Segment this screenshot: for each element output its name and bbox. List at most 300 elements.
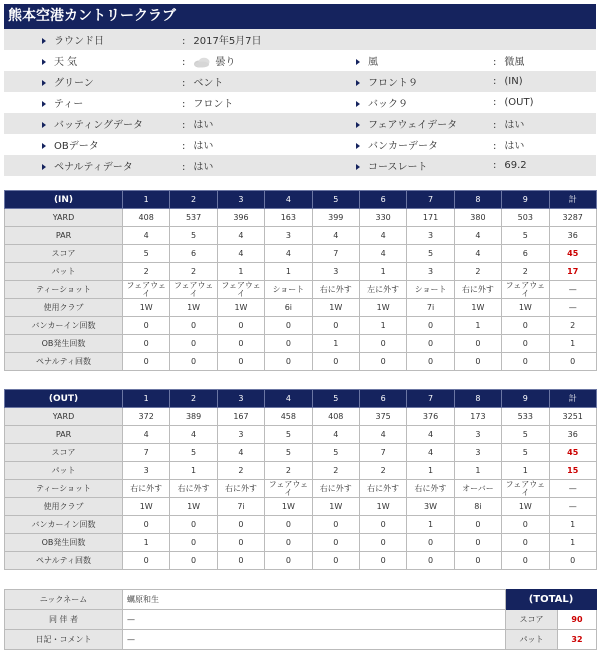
cell: 右に外す	[312, 281, 359, 299]
cell: 0	[265, 317, 312, 335]
cell: 2	[502, 263, 549, 281]
total-cell: 1	[549, 534, 596, 552]
arrow-right-icon	[42, 164, 46, 170]
cell: 0	[502, 552, 549, 570]
cell: 1	[502, 462, 549, 480]
row-label: ティーショット	[5, 480, 123, 498]
cell: 1	[265, 263, 312, 281]
total-cell: 36	[549, 426, 596, 444]
info-value	[493, 71, 596, 92]
cell: フェアウェイ	[170, 281, 217, 299]
cell: 0	[217, 534, 264, 552]
cell: 4	[407, 426, 454, 444]
info-value-text: (OUT)	[504, 97, 534, 108]
cell: 0	[217, 516, 264, 534]
arrow-right-icon	[356, 122, 360, 128]
cell: 0	[407, 353, 454, 371]
total-cell: —	[549, 281, 596, 299]
info-label-text: フェアウェイデータ	[368, 120, 458, 131]
cell: 0	[502, 335, 549, 353]
companion-value: —	[123, 610, 506, 630]
hole-number: 5	[312, 390, 359, 408]
total-cell: 0	[549, 552, 596, 570]
cell: 3	[407, 227, 454, 245]
cell: 4	[359, 227, 406, 245]
cell: 1W	[312, 299, 359, 317]
colon: :	[182, 162, 186, 173]
cell: 167	[217, 408, 264, 426]
info-label-text: バッティングデータ	[54, 120, 143, 131]
cell: 6	[170, 245, 217, 263]
cell: 0	[359, 335, 406, 353]
cell: 0	[312, 317, 359, 335]
cell: 0	[359, 552, 406, 570]
cell: 380	[454, 209, 501, 227]
cell: フェアウェイ	[502, 281, 549, 299]
score-row	[5, 245, 597, 263]
cell: 1	[454, 317, 501, 335]
cell: ショート	[407, 281, 454, 299]
hole-number: 4	[265, 390, 312, 408]
total-cell: 3287	[549, 209, 596, 227]
cell: 5	[312, 444, 359, 462]
companion-label: 同 伴 者	[5, 610, 123, 630]
cell: 4	[170, 426, 217, 444]
cell: ショート	[265, 281, 312, 299]
info-label	[352, 155, 493, 176]
info-label-text: ラウンド日	[54, 36, 104, 47]
cell: 0	[312, 552, 359, 570]
info-value-text: 69.2	[504, 160, 527, 171]
cell: 4	[123, 227, 170, 245]
info-value-text: (IN)	[504, 76, 523, 87]
arrow-right-icon	[42, 101, 46, 107]
cell: 1	[170, 462, 217, 480]
row-label: OB発生回数	[5, 534, 123, 552]
cell: 330	[359, 209, 406, 227]
section-header: (OUT)	[5, 390, 123, 408]
cell: 1W	[502, 498, 549, 516]
cell: 0	[170, 353, 217, 371]
cell: 5	[123, 245, 170, 263]
cell: フェアウェイ	[502, 480, 549, 498]
row-label: PAR	[5, 426, 123, 444]
total-cell: 45	[549, 245, 596, 263]
cell: 1W	[265, 498, 312, 516]
info-row	[4, 71, 596, 92]
putt-row	[5, 462, 597, 480]
cell: 左に外す	[359, 281, 406, 299]
comment-value: —	[123, 630, 506, 650]
cell: 2	[123, 263, 170, 281]
cell: 372	[123, 408, 170, 426]
total-header: (TOTAL)	[506, 590, 597, 610]
out-scorecard-table	[4, 389, 597, 570]
info-row	[4, 134, 596, 155]
total-cell: 36	[549, 227, 596, 245]
row-label: OB発生回数	[5, 335, 123, 353]
cell: 1W	[312, 498, 359, 516]
cell: 0	[170, 335, 217, 353]
cell: 5	[407, 245, 454, 263]
cell: 右に外す	[123, 480, 170, 498]
cell: フェアウェイ	[265, 480, 312, 498]
cell: 3	[217, 426, 264, 444]
cell: 458	[265, 408, 312, 426]
ob-row	[5, 534, 597, 552]
info-row	[4, 92, 596, 113]
cell: 0	[502, 534, 549, 552]
cell: 7i	[217, 498, 264, 516]
cell: 375	[359, 408, 406, 426]
cell: 0	[312, 353, 359, 371]
cell: 5	[502, 426, 549, 444]
cell: 1	[454, 462, 501, 480]
arrow-right-icon	[42, 59, 46, 65]
cell: 2	[217, 462, 264, 480]
info-label	[352, 29, 493, 50]
colon: :	[493, 120, 497, 131]
row-label: 使用クラブ	[5, 498, 123, 516]
hole-number: 7	[407, 390, 454, 408]
hole-number: 9	[502, 390, 549, 408]
info-value	[493, 113, 596, 134]
ob-row	[5, 335, 597, 353]
cell: 1W	[454, 299, 501, 317]
info-row	[4, 29, 596, 50]
cell: 2	[170, 263, 217, 281]
info-label-text: 天 気	[54, 57, 78, 68]
cell: 0	[170, 516, 217, 534]
arrow-right-icon	[356, 59, 360, 65]
arrow-right-icon	[42, 143, 46, 149]
cell: 5	[502, 444, 549, 462]
cell: 1	[359, 317, 406, 335]
cell: 1	[123, 534, 170, 552]
cell: 4	[123, 426, 170, 444]
cell: 5	[502, 227, 549, 245]
cell: 1	[407, 516, 454, 534]
info-row	[4, 113, 596, 134]
info-value-text: ベント	[193, 78, 224, 89]
cell: 1	[312, 335, 359, 353]
cell: 3	[265, 227, 312, 245]
info-value-text: はい	[193, 120, 214, 131]
cell: 5	[265, 426, 312, 444]
cell: 1W	[123, 299, 170, 317]
cell: 0	[407, 317, 454, 335]
cell: 8i	[454, 498, 501, 516]
cell: 5	[170, 444, 217, 462]
row-label: 使用クラブ	[5, 299, 123, 317]
info-label-text: ペナルティデータ	[54, 162, 133, 173]
cell: 503	[502, 209, 549, 227]
comment-label: 日記・コメント	[5, 630, 123, 650]
total-cell: 15	[549, 462, 596, 480]
cell: 389	[170, 408, 217, 426]
cell: 7	[312, 245, 359, 263]
total-score-label: スコア	[506, 610, 558, 630]
cell: 0	[359, 516, 406, 534]
info-label-text: コースレート	[368, 162, 428, 173]
cell: 2	[359, 462, 406, 480]
cell: 3W	[407, 498, 454, 516]
info-label-text: フロント９	[368, 78, 418, 89]
cell: 0	[123, 353, 170, 371]
info-value	[182, 50, 352, 71]
total-cell: 45	[549, 444, 596, 462]
colon: :	[182, 120, 186, 131]
hole-number: 5	[312, 191, 359, 209]
colon: :	[493, 57, 497, 68]
info-value	[182, 92, 352, 113]
cell: 0	[502, 317, 549, 335]
row-label: バンカーイン回数	[5, 317, 123, 335]
arrow-right-icon	[42, 80, 46, 86]
cell: 4	[312, 227, 359, 245]
total-cell: 1	[549, 516, 596, 534]
cell: 0	[407, 552, 454, 570]
round-summary-table	[4, 589, 597, 650]
hole-number: 4	[265, 191, 312, 209]
cell: 0	[454, 516, 501, 534]
cell: 3	[312, 263, 359, 281]
arrow-right-icon	[356, 164, 360, 170]
section-header: (IN)	[5, 191, 123, 209]
info-value-text: 微風	[504, 57, 525, 68]
putt-row	[5, 263, 597, 281]
cell: 5	[265, 444, 312, 462]
total-cell: 0	[549, 353, 596, 371]
info-label-text: OBデータ	[54, 141, 99, 152]
cell: 4	[359, 245, 406, 263]
cell: 0	[265, 552, 312, 570]
score-row	[5, 444, 597, 462]
info-label	[352, 50, 493, 71]
hole-number: 3	[217, 390, 264, 408]
total-cell: —	[549, 299, 596, 317]
colon: :	[182, 36, 186, 47]
total-cell: —	[549, 480, 596, 498]
info-value-text: フロント	[193, 99, 234, 110]
cell: 0	[265, 335, 312, 353]
info-value	[182, 71, 352, 92]
hole-number: 2	[170, 191, 217, 209]
nickname-value: 蠣原和生	[123, 590, 506, 610]
info-label	[352, 113, 493, 134]
total-cell: 2	[549, 317, 596, 335]
info-value	[182, 155, 352, 176]
arrow-right-icon	[356, 143, 360, 149]
row-label: スコア	[5, 444, 123, 462]
cell: フェアウェイ	[217, 281, 264, 299]
info-value	[493, 155, 596, 176]
cell: 0	[170, 534, 217, 552]
cell: 408	[312, 408, 359, 426]
info-value-text: はい	[504, 120, 525, 131]
cell: 5	[170, 227, 217, 245]
info-label-text: 風	[368, 57, 378, 68]
info-row	[4, 50, 596, 71]
row-label: ペナルティ回数	[5, 353, 123, 371]
cell: 0	[359, 353, 406, 371]
total-cell: —	[549, 498, 596, 516]
hole-number: 8	[454, 191, 501, 209]
cell: 0	[502, 353, 549, 371]
cell: 4	[454, 227, 501, 245]
cell: 3	[454, 426, 501, 444]
club-row	[5, 299, 597, 317]
course-title: 熊本空港カントリークラブ	[4, 4, 596, 29]
cell: 0	[454, 353, 501, 371]
info-value-text: はい	[193, 141, 214, 152]
info-label	[352, 134, 493, 155]
row-label: ティーショット	[5, 281, 123, 299]
cell: 7	[359, 444, 406, 462]
cell: 6i	[265, 299, 312, 317]
info-value	[493, 29, 596, 50]
cell: 右に外す	[312, 480, 359, 498]
info-value	[493, 92, 596, 113]
cell: 1W	[359, 498, 406, 516]
row-label: スコア	[5, 245, 123, 263]
total-cell: 3251	[549, 408, 596, 426]
total-column-header: 計	[549, 191, 596, 209]
total-putt-value: 32	[558, 630, 597, 650]
cell: 0	[123, 317, 170, 335]
colon: :	[182, 78, 186, 89]
cell: 1	[407, 462, 454, 480]
row-label: YARD	[5, 408, 123, 426]
arrow-right-icon	[356, 80, 360, 86]
cell: 396	[217, 209, 264, 227]
row-label: パット	[5, 263, 123, 281]
hole-number: 1	[123, 191, 170, 209]
colon: :	[493, 76, 497, 87]
colon: :	[182, 99, 186, 110]
info-value	[493, 134, 596, 155]
cell: 2	[312, 462, 359, 480]
info-value-text: はい	[193, 162, 214, 173]
hole-header-row	[5, 390, 597, 408]
cell: 右に外す	[359, 480, 406, 498]
cell: 0	[123, 516, 170, 534]
cell: 0	[312, 516, 359, 534]
cell: 7	[123, 444, 170, 462]
cell: 4	[265, 245, 312, 263]
info-value-text: 2017年5月7日	[193, 36, 262, 47]
cell: 1W	[502, 299, 549, 317]
info-label	[4, 71, 182, 92]
cell: 0	[454, 552, 501, 570]
in-scorecard-table	[4, 190, 597, 371]
hole-number: 3	[217, 191, 264, 209]
par-row	[5, 426, 597, 444]
info-value	[182, 113, 352, 134]
hole-number: 6	[359, 390, 406, 408]
cell: 6	[502, 245, 549, 263]
cell: 1W	[123, 498, 170, 516]
cell: 0	[170, 552, 217, 570]
hole-number: 2	[170, 390, 217, 408]
info-value-text: はい	[504, 141, 525, 152]
info-label-text: ティー	[54, 99, 84, 110]
cell: 0	[123, 335, 170, 353]
cell: 163	[265, 209, 312, 227]
info-label	[352, 92, 493, 113]
cell: 2	[454, 263, 501, 281]
nickname-label: ニックネーム	[5, 590, 123, 610]
yard-row	[5, 209, 597, 227]
info-label-text: バック９	[368, 99, 408, 110]
cell: 1	[359, 263, 406, 281]
cell: 右に外す	[170, 480, 217, 498]
hole-number: 8	[454, 390, 501, 408]
cell: 0	[359, 534, 406, 552]
cell: 0	[217, 353, 264, 371]
cell: 4	[217, 227, 264, 245]
arrow-right-icon	[42, 38, 46, 44]
cell: 408	[123, 209, 170, 227]
info-label	[4, 155, 182, 176]
cell: 0	[217, 335, 264, 353]
info-value	[182, 29, 352, 50]
penalty-row	[5, 552, 597, 570]
cell: 537	[170, 209, 217, 227]
info-label	[4, 92, 182, 113]
cell: 0	[454, 534, 501, 552]
round-info-table	[4, 29, 596, 176]
cell: 399	[312, 209, 359, 227]
colon: :	[182, 57, 186, 68]
hole-number: 9	[502, 191, 549, 209]
info-row	[4, 155, 596, 176]
cell: 0	[312, 534, 359, 552]
info-label	[4, 113, 182, 134]
par-row	[5, 227, 597, 245]
total-cell: 17	[549, 263, 596, 281]
cell: 4	[312, 426, 359, 444]
info-value	[493, 50, 596, 71]
cell: 173	[454, 408, 501, 426]
colon: :	[493, 97, 497, 108]
colon: :	[182, 141, 186, 152]
info-label	[4, 134, 182, 155]
tee-shot-row	[5, 480, 597, 498]
cell: 0	[407, 534, 454, 552]
colon: :	[493, 141, 497, 152]
cell: 4	[454, 245, 501, 263]
cell: 右に外す	[217, 480, 264, 498]
cell: 0	[502, 516, 549, 534]
total-column-header: 計	[549, 390, 596, 408]
cell: 0	[217, 552, 264, 570]
cell: 0	[265, 534, 312, 552]
cell: 1	[217, 263, 264, 281]
info-label-text: グリーン	[54, 78, 94, 89]
info-value-text: 曇り	[215, 57, 236, 68]
cell: 0	[265, 353, 312, 371]
cell: 3	[407, 263, 454, 281]
penalty-row	[5, 353, 597, 371]
info-label	[4, 29, 182, 50]
cell: 533	[502, 408, 549, 426]
info-value	[182, 134, 352, 155]
club-row	[5, 498, 597, 516]
total-putt-label: パット	[506, 630, 558, 650]
info-label	[4, 50, 182, 71]
cell: 0	[407, 335, 454, 353]
